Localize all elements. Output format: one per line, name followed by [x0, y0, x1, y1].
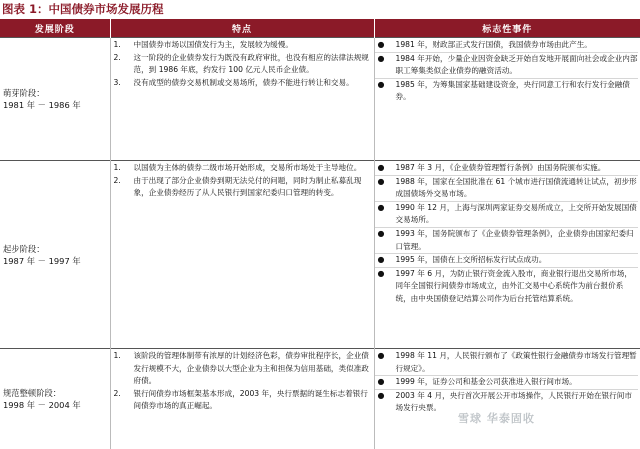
feature-number: 2.: [113, 175, 121, 185]
event-text: 1993 年，国务院颁布了《企业债券管理条例》，企业债券由国家纪委归口管理。: [395, 228, 634, 251]
feature-number: 1.: [113, 40, 121, 49]
event-item: [375, 176, 639, 202]
event-text: 1998 年 11 月，人民银行颁布了《政策性银行金融债券市场发行管理暂行规定》。: [395, 351, 637, 373]
header-events: 标志性事件: [374, 19, 640, 38]
bond-market-history-table: [0, 19, 640, 449]
feature-text: 该阶段的管理体制带有浓厚的计划经济色彩，债券审批程序长，企业债发行规模不大，企业债券以大型企业为主和担保为信用基础，类似准政府债。: [133, 351, 369, 386]
event-text: 1999 年，证券公司和基金公司获准进入银行间市场。: [395, 377, 577, 387]
bullet-icon: ●: [377, 202, 385, 212]
events-cell: [374, 161, 640, 349]
table-row: [0, 161, 640, 349]
event-text: 1995 年，国债在上交所招标发行试点成功。: [395, 255, 547, 265]
event-text: 1987 年 3 月，《企业债券管理暂行条例》由国务院颁布实施。: [395, 163, 606, 172]
phase-name: 规范整顿阶段：: [3, 387, 62, 398]
feature-item: [111, 162, 372, 175]
event-text: 1997 年 6 月，为防止银行资金流入股市，商业银行退出交易所市场，同年全国银行间债券市场成立，由外汇交易中心系统作为前台报价系统，由中央国债登记结算公司作为后台托管结算系统。: [395, 268, 632, 303]
event-item: [375, 268, 639, 306]
event-text: 1985 年，为筹集国家基础建设资金，央行同意工行和农行发行金融债券。: [395, 79, 630, 102]
event-text: 1981 年，财政部正式发行国债，我国债券市场由此产生。: [395, 40, 592, 49]
feature-text: 这一阶段的企业债券发行为既没有政府审批，也没有相应的法律法规规范，到 1986 年底，约发行 100 亿元人民币企业债。: [133, 52, 369, 75]
event-item: [375, 162, 639, 176]
event-item: [375, 228, 639, 254]
feature-number: 1.: [113, 351, 121, 360]
bullet-icon: ●: [377, 255, 385, 265]
event-text: 2003 年 4 月，央行首次开展公开市场操作，人民银行开始在银行间市场发行央票。: [395, 390, 632, 413]
event-item: [375, 53, 639, 79]
event-item: [375, 254, 639, 268]
bullet-icon: ●: [377, 228, 385, 238]
phase-cell: [0, 38, 110, 161]
bullet-icon: ●: [377, 53, 385, 63]
bullet-icon: ●: [377, 268, 385, 278]
phase-period: 1998 年 － 2004 年: [3, 399, 81, 410]
feature-item: [111, 52, 372, 77]
phase-period: 1981 年 － 1986 年: [3, 100, 81, 110]
phase-cell: [0, 161, 110, 349]
feature-number: 3.: [113, 77, 121, 87]
feature-number: 2.: [113, 52, 121, 62]
features-cell: [110, 161, 374, 349]
event-item: [375, 202, 639, 228]
bullet-icon: ●: [377, 390, 385, 400]
bullet-icon: ●: [377, 40, 385, 49]
watermark: 雪球 华泰固收: [458, 412, 535, 425]
header-row: [0, 19, 640, 38]
feature-item: [111, 388, 372, 413]
event-item: [375, 39, 639, 53]
feature-number: 1.: [113, 163, 121, 172]
chart-title: 图表 1：中国债券市场发展历程: [2, 2, 164, 16]
header-features: 特点: [110, 19, 374, 38]
feature-text: 中国债券市场以国债发行为主，发展较为缓慢。: [133, 40, 293, 49]
header-phase: 发展阶段: [0, 19, 110, 38]
phase-name: 萌芽阶段：: [3, 88, 45, 98]
feature-text: 以国债为主体的债券二级市场开始形成，交易所市场处于主导地位。: [133, 163, 362, 172]
bullet-icon: ●: [377, 79, 385, 89]
features-cell: [110, 38, 374, 161]
event-item: [375, 350, 639, 376]
events-cell: [374, 38, 640, 161]
feature-text: 由于出现了部分企业债券到期无法兑付的问题，同时为制止私募乱现象，企业债券经历了从人民银行到国家纪委归口管理的转变。: [133, 175, 362, 198]
event-item: [375, 376, 639, 390]
bullet-icon: ●: [377, 163, 385, 172]
feature-item: [111, 39, 372, 52]
event-text: 1990 年 12 月，上海与深圳两家证券交易所成立，上交所开始发展国债交易场所。: [395, 202, 637, 225]
bullet-icon: ●: [377, 176, 385, 186]
feature-text: 没有成型的债券交易机制或交易场所，债券不能进行转让和交易。: [133, 77, 354, 87]
bullet-icon: ●: [377, 351, 385, 360]
feature-item: [111, 175, 372, 200]
feature-item: [111, 77, 372, 90]
bullet-icon: ●: [377, 377, 385, 387]
feature-number: 2.: [113, 388, 121, 398]
event-text: 1984 年开始，少量企业因资金缺乏开始自发地开展面向社会或企业内部职工筹集类似企业债券的融资活动。: [395, 53, 638, 76]
event-text: 1988 年，国家在全国批准在 61 个城市进行国债流通转让试点，初步形成国债场外交易市场。: [395, 176, 637, 199]
feature-text: 银行间债券市场框架基本形成，2003 年，央行票据的诞生标志着银行间债券市场的真正崛起。: [133, 388, 368, 411]
feature-item: [111, 350, 372, 388]
phase-period: 1987 年 － 1997 年: [3, 255, 81, 266]
table-row: [0, 38, 640, 161]
event-item: [375, 79, 639, 104]
phase-name: 起步阶段：: [3, 243, 45, 254]
